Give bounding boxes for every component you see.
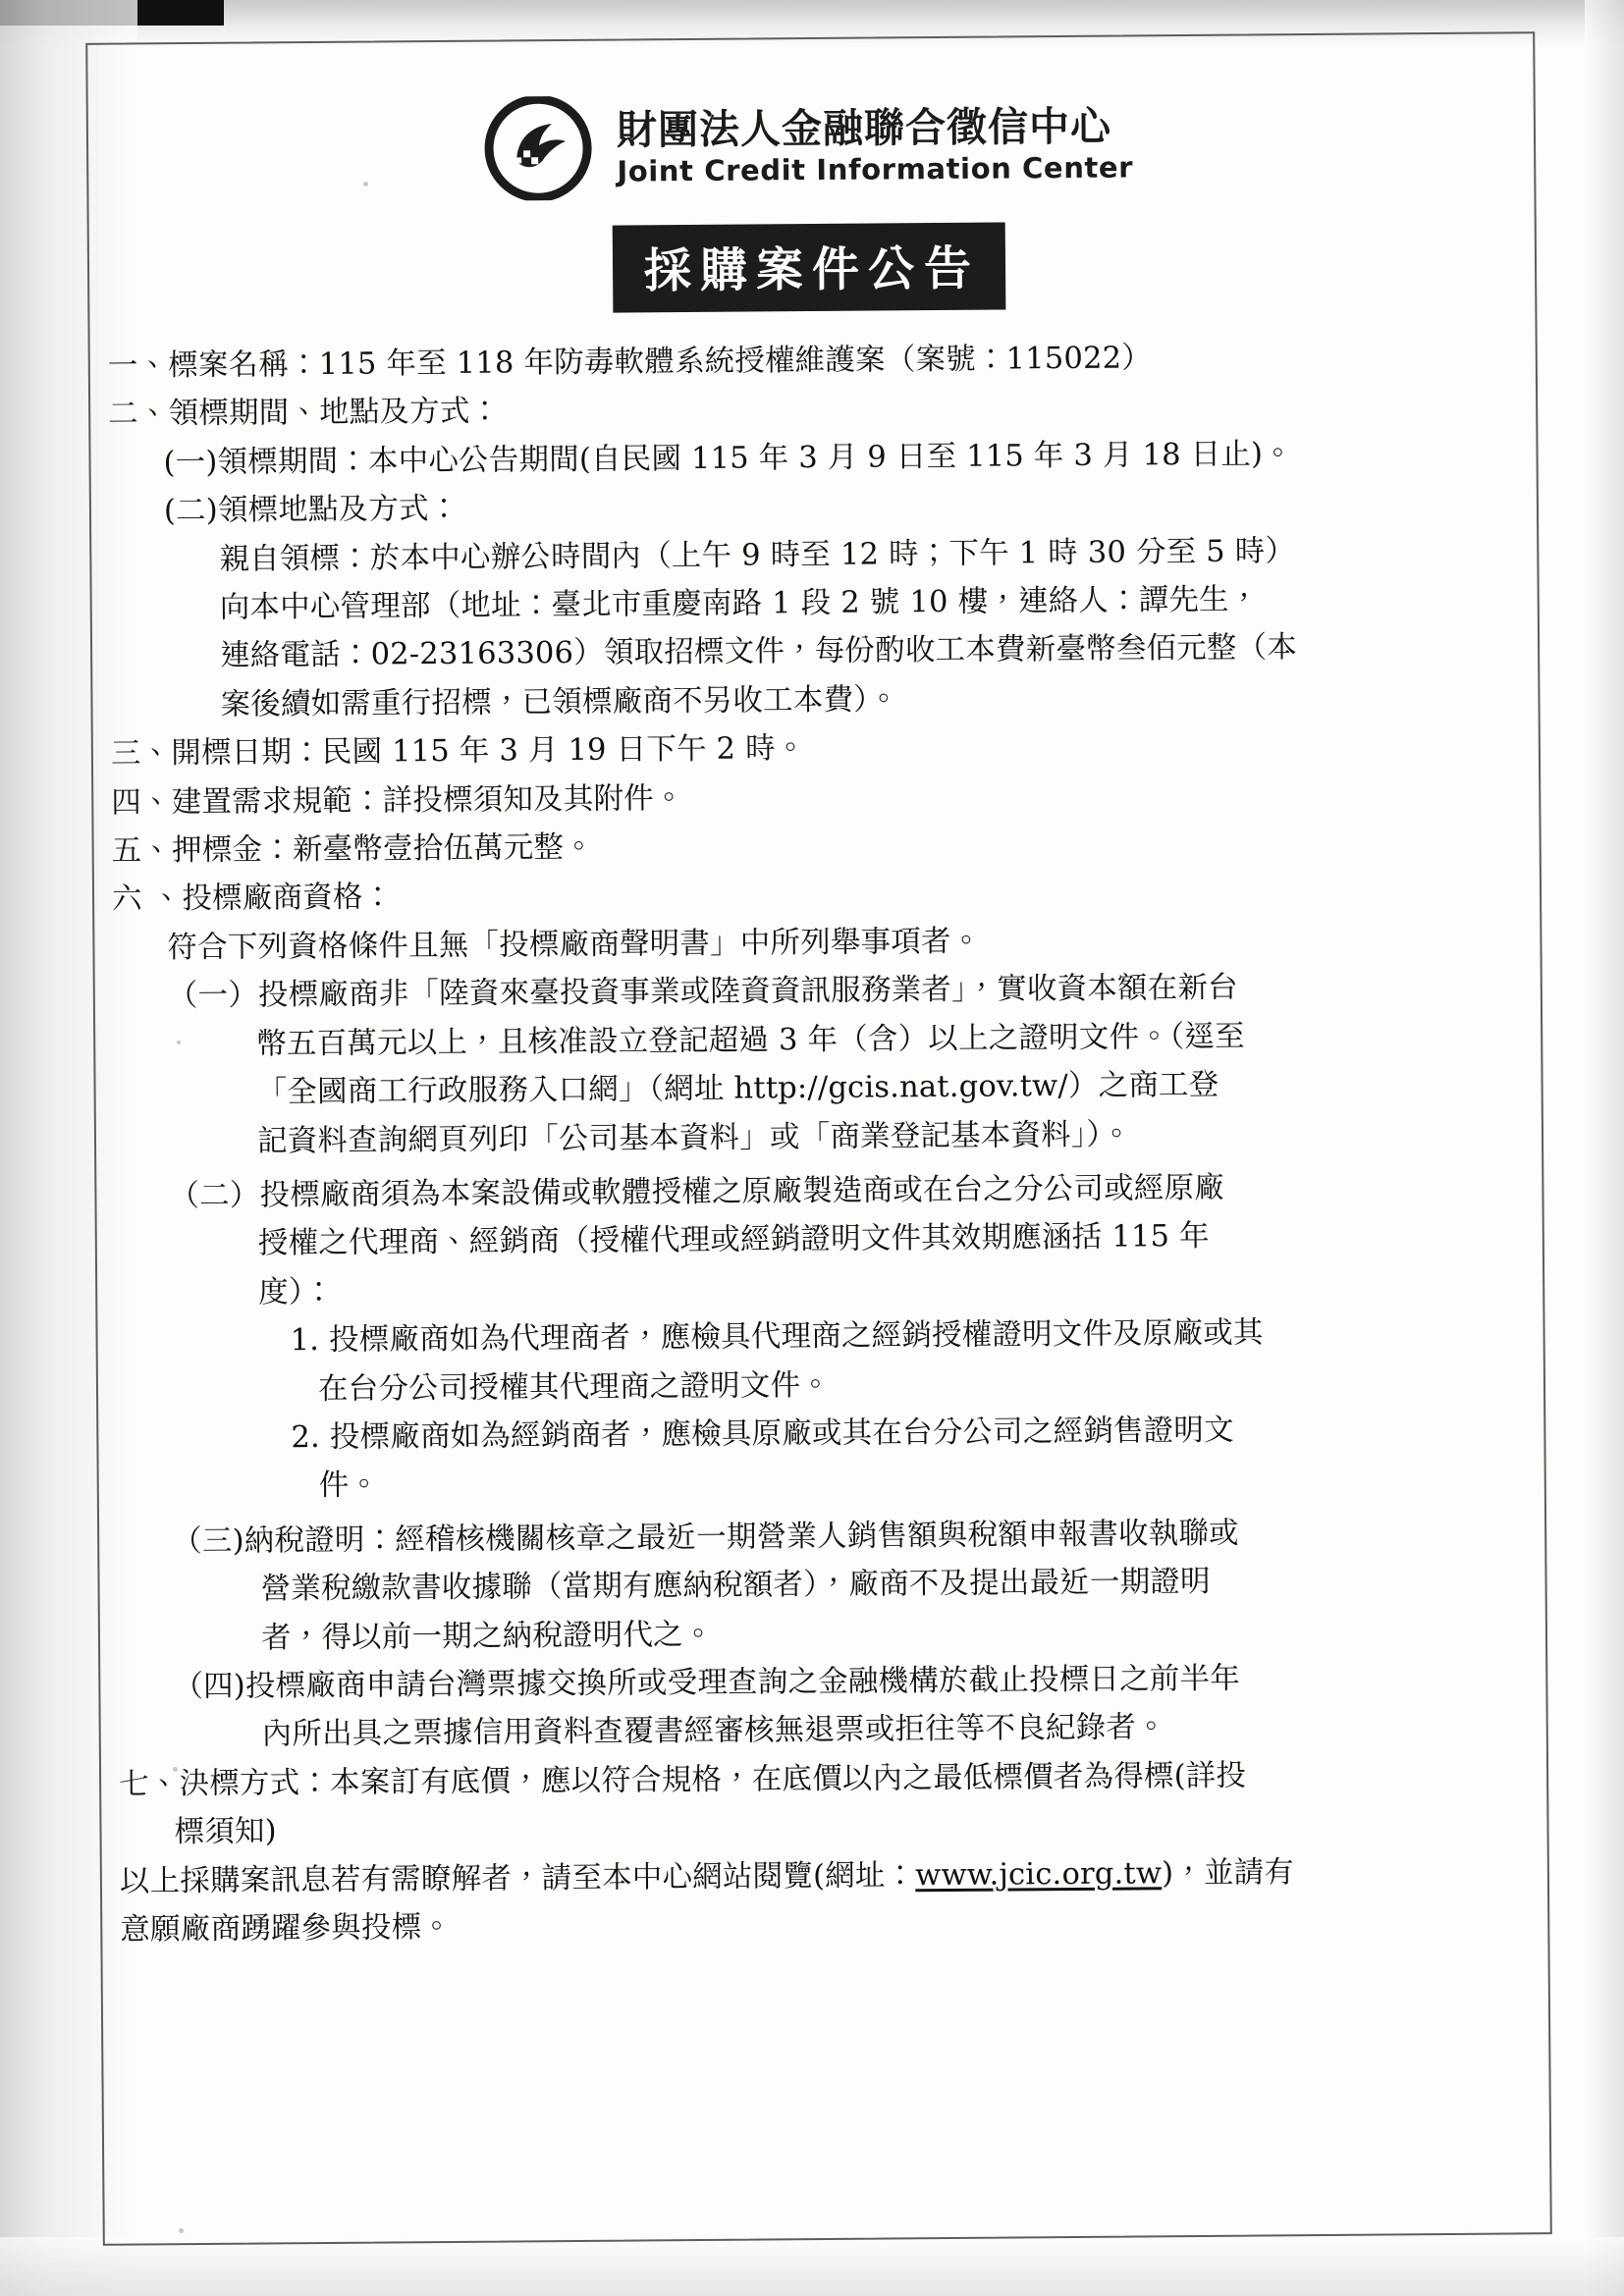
- clause-line: 標須知): [174, 1814, 277, 1850]
- website-link[interactable]: www.jcic.org.tw: [915, 1855, 1163, 1893]
- clause-line: 一、標案名稱：115 年至 118 年防毒軟體系統授權維護案（案號：115022）: [107, 341, 1153, 384]
- logo-name-en: Joint Credit Information Center: [617, 149, 1134, 188]
- clause-line: 內所出具之票據信用資料查覆書經審核無退票或拒往等不良紀錄者。: [261, 1710, 1166, 1752]
- clause-line: 幣五百萬元以上，且核准設立登記超過 3 年（含）以上之證明文件。（逕至: [256, 1019, 1245, 1062]
- clause-line: （一）投標廠商非「陸資來臺投資事業或陸資資訊服務業者」，實收資本額在新台: [167, 970, 1238, 1014]
- clause-line: 五、押標金：新臺幣壹拾伍萬元整。: [111, 829, 595, 869]
- closing-text-after-link: )，並請有: [1162, 1854, 1295, 1891]
- clause-line: 件。: [318, 1468, 380, 1504]
- clause-line: 四、建置需求規範：詳投標須知及其附件。: [111, 780, 684, 821]
- scan-right-shadow: [1585, 0, 1624, 2296]
- clause-line: 七、決標方式：本案訂有底價，應以符合規格，在底價以內之最低標價者為得標(詳投: [119, 1758, 1247, 1802]
- clause-line: （二）投標廠商須為本案設備或軟體授權之原廠製造商或在台之分公司或經原廠: [169, 1170, 1225, 1214]
- clause-line: 親自領標：於本中心辦公時間內（上午 9 時至 12 時；下午 1 時 30 分至 5 時）: [219, 533, 1296, 577]
- clause-line: 在台分公司授權其代理商之證明文件。: [317, 1367, 832, 1407]
- clause-line: 二、領標期間、地點及方式：: [108, 394, 501, 433]
- closing-text-before-link: 以上採購案訊息若有需瞭解者，請至本中心網站閱覽(網址：: [119, 1857, 916, 1899]
- clause-line: 記資料查詢網頁列印「公司基本資料」或「商業登記基本資料」）。: [256, 1116, 1132, 1158]
- clause-line: 度）：: [258, 1274, 335, 1310]
- clause-line: （三)納稅證明：經稽核機關核章之最近一期營業人銷售額與稅額申報書收執聯或: [172, 1516, 1239, 1559]
- closing-last-line: 意願廠商踴躍參與投標。: [120, 1909, 453, 1948]
- page-title: [107, 218, 1512, 316]
- clause-line: 者，得以前一期之納稅證明代之。: [260, 1617, 714, 1656]
- clause-line: 2. 投標廠商如為經銷商者，應檢具原廠或其在台分公司之經銷售證明文: [291, 1413, 1234, 1456]
- logo-name-zh: 財團法人金融聯合徵信中心: [616, 102, 1112, 154]
- clause-line: 符合下列資格條件且無「投標廠商聲明書」中所列舉事項者。: [167, 924, 982, 966]
- page-title-text: 採購案件公告: [613, 222, 1006, 312]
- clause-line: 授權之代理商、經銷商（授權代理或經銷證明文件其效期應涵括 115 年: [257, 1219, 1210, 1261]
- clause-line: 六 、投標廠商資格：: [111, 880, 394, 918]
- clause-line: 三、開標日期：民國 115 年 3 月 19 日下午 2 時。: [110, 731, 806, 772]
- announcement-document: [85, 31, 1548, 2241]
- clause-line: 案後續如需重行招標，已領標廠商不另收工本費）。: [220, 682, 899, 722]
- clause-line: 1. 投標廠商如為代理商者，應檢具代理商之經銷授權證明文件及原廠或其: [290, 1315, 1264, 1359]
- clause-line: （四)投標廠商申請台灣票據交換所或受理查詢之金融機構於截止投標日之前半年: [173, 1661, 1241, 1705]
- document-body: [108, 331, 1525, 1954]
- scan-bottom-shadow: [0, 2237, 1624, 2296]
- clause-line: 營業稅繳款書收據聯（當期有應納稅額者），廠商不及提出最近一期證明: [260, 1565, 1211, 1607]
- jcic-bird-logo-icon: [483, 96, 600, 201]
- clause-line: 向本中心管理部（地址：臺北市重慶南路 1 段 2 號 10 樓，連絡人：譚先生，: [219, 582, 1260, 625]
- clause-line: (二)領標地點及方式：: [163, 492, 460, 529]
- clause-line: 「全國商工行政服務入口網」（網址 http://gcis.nat.gov.tw/）之商工登: [256, 1067, 1219, 1110]
- clause-line: (一)領標期間：本中心公告期間(自民國 115 年 3 月 9 日至 115 年 3 月 18 日止)。: [163, 436, 1293, 481]
- organization-logo: [106, 88, 1511, 203]
- clause-line: 連絡電話：02-23163306）領取招標文件，每份酌收工本費新臺幣叁佰元整（本: [220, 630, 1298, 674]
